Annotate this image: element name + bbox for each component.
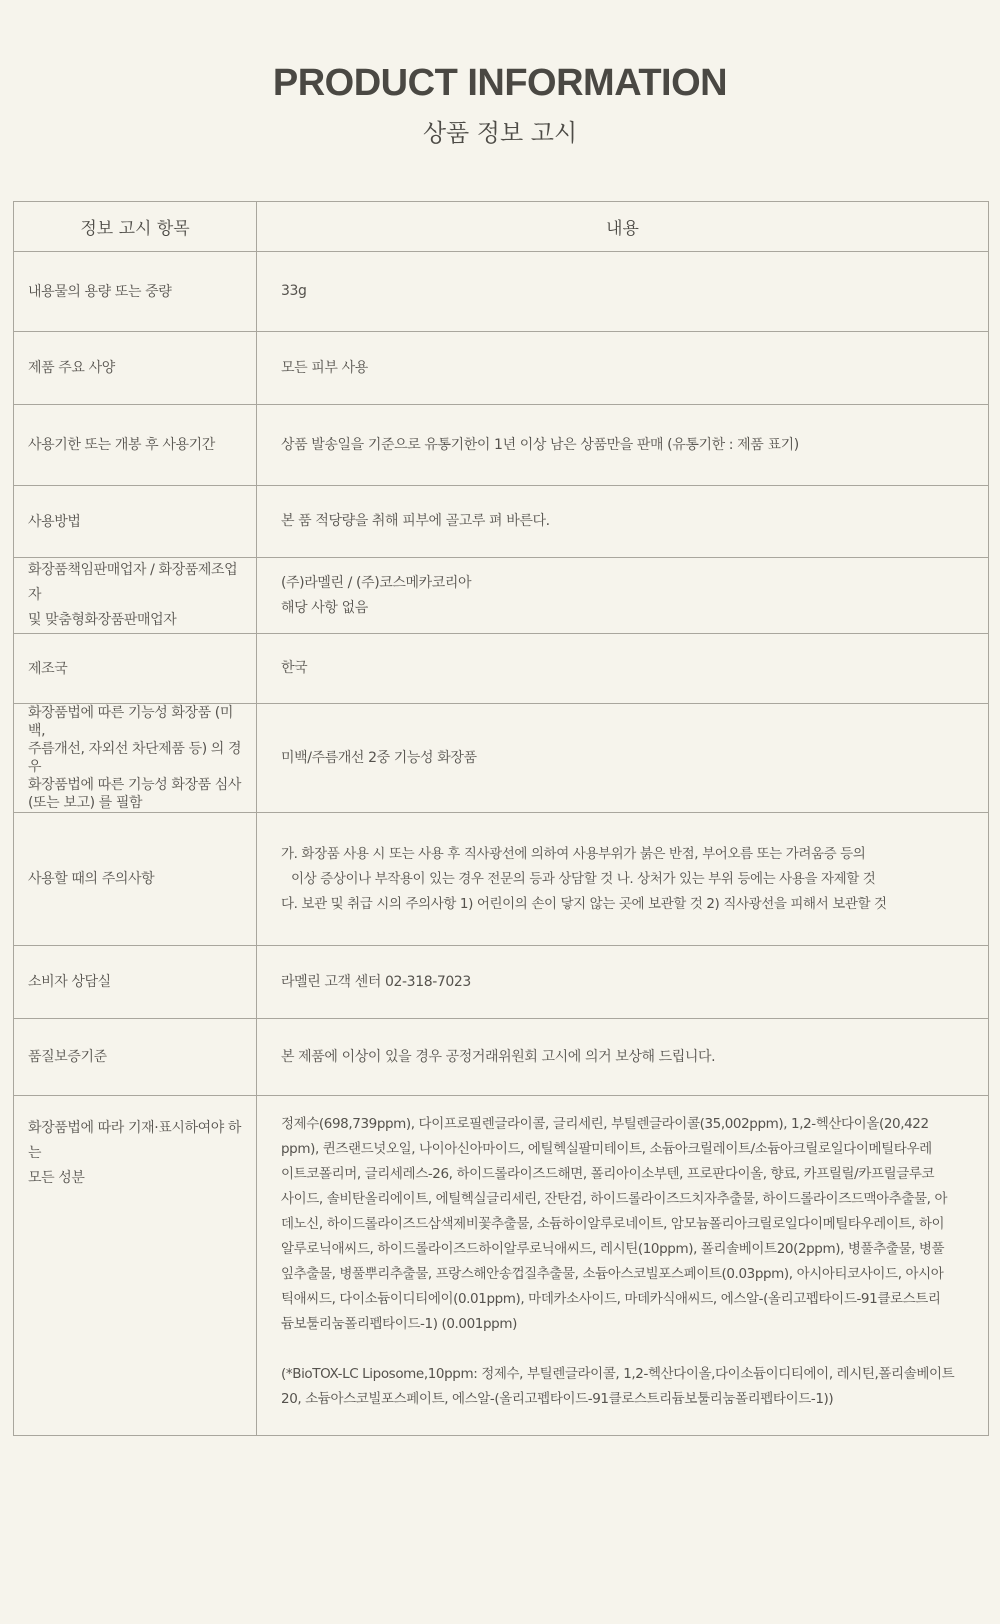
row-value [257, 813, 989, 946]
row-value-line: 알루로닉애씨드, 하이드롤라이즈드하이알루로닉애씨드, 레시틴(10ppm), 폴리솔베이트20(2ppm), 병풀추출물, 병풀 [281, 1241, 945, 1257]
row-label-line: (또는 보고) 를 필함 [28, 795, 143, 811]
row-label-line: 소비자 상담실 [28, 974, 111, 990]
row-value-line: 사이드, 솔비탄올리에이트, 에틸헥실글리세린, 잔탄검, 하이드롤라이즈드치자추출물, 하이드롤라이즈드맥아추출물, 아 [281, 1191, 948, 1207]
row-value-line: 잎추출물, 병풀뿌리추출물, 프랑스해안송껍질추출물, 소듐아스코빌포스페이트(0.03ppm), 아시아티코사이드, 아시아 [281, 1266, 944, 1282]
table-row [14, 405, 989, 486]
table-header-row [14, 202, 989, 252]
row-value-line: 본 품 적당량을 취해 피부에 골고루 펴 바른다. [281, 513, 550, 529]
column-header-label: 정보 고시 항목 [14, 202, 257, 252]
page-subtitle: 상품 정보 고시 [422, 119, 578, 147]
row-value-line: 이트코폴리머, 글리세레스-26, 하이드롤라이즈드해면, 폴리아이소부텐, 프로판다이올, 향료, 카프릴릴/카프릴글루코 [281, 1166, 935, 1182]
row-label [14, 332, 257, 405]
row-label [14, 704, 257, 813]
column-header-value: 내용 [257, 202, 989, 252]
row-value [257, 634, 989, 704]
row-label-line: 화장품법에 따라 기재·표시하여야 하는 [28, 1120, 242, 1161]
table-row [14, 332, 989, 405]
table-row [14, 634, 989, 704]
row-value [257, 1096, 989, 1436]
row-value-line: (주)라멜린 / (주)코스메카코리아 [281, 574, 472, 591]
row-value-line: 가. 화장품 사용 시 또는 사용 후 직사광선에 의하여 사용부위가 붉은 반점, 부어오름 또는 가려움증 등의 [281, 845, 866, 862]
row-value [257, 1019, 989, 1096]
row-label-line: 제조국 [28, 660, 68, 677]
table-row [14, 486, 989, 558]
row-label-line: 주름개선, 자외선 차단제품 등) 의 경우 [28, 741, 242, 775]
row-value [257, 704, 989, 813]
row-value [257, 486, 989, 558]
row-value [257, 405, 989, 486]
row-label [14, 634, 257, 704]
row-value [257, 332, 989, 405]
row-label-line: 사용할 때의 주의사항 [28, 871, 155, 887]
row-label-line: 품질보증기준 [28, 1049, 107, 1065]
row-label-line: 모든 성분 [28, 1170, 85, 1186]
row-label [14, 813, 257, 946]
row-label [14, 558, 257, 634]
table-row [14, 704, 989, 813]
row-value-line: 33g [281, 283, 307, 299]
table-row [14, 813, 989, 946]
table-row [14, 558, 989, 634]
row-value [257, 946, 989, 1019]
row-value-line: 상품 발송일을 기준으로 유통기한이 1년 이상 남은 상품만을 판매 (유통기한 : 제품 표기) [281, 436, 799, 453]
row-value-line: 데노신, 하이드롤라이즈드삼색제비꽃추출물, 소듐하이알루로네이트, 암모늄폴리아크릴로일다이메틸타우레이트, 하이 [281, 1216, 945, 1232]
row-value [257, 252, 989, 332]
row-label-line: 및 맞춤형화장품판매업자 [28, 612, 177, 628]
row-label-line: 화장품법에 따른 기능성 화장품 심사 [28, 777, 242, 793]
row-label [14, 946, 257, 1019]
row-value-line: 라멜린 고객 센터 02-318-7023 [281, 973, 471, 990]
row-value-line: 정제수(698,739ppm), 다이프로필렌글라이콜, 글리세린, 부틸렌글라이콜(35,002ppm), 1,2-헥산다이올(20,422 [281, 1116, 929, 1132]
row-value-line: ppm), 퀸즈랜드넛오일, 나이아신아마이드, 에틸헥실팔미테이트, 소듐아크릴레이트/소듐아크릴로일다이메틸타우레 [281, 1141, 932, 1157]
table-row [14, 252, 989, 332]
row-value-line: 한국 [281, 660, 308, 676]
row-label-line: 사용기한 또는 개봉 후 사용기간 [28, 437, 215, 453]
product-info-table [13, 201, 989, 1436]
row-value-line: 듐보툴리눔폴리펩타이드-1) (0.001ppm) [281, 1316, 517, 1332]
row-label [14, 252, 257, 332]
row-value-line: 다. 보관 및 취급 시의 주의사항 1) 어린이의 손이 닿지 않는 곳에 보관할 것 2) 직사광선을 피해서 보관할 것 [281, 895, 887, 912]
row-label [14, 486, 257, 558]
row-value-line: 해당 사항 없음 [281, 599, 368, 616]
row-value-line: 본 제품에 이상이 있을 경우 공정거래위원회 고시에 의거 보상해 드립니다. [281, 1048, 716, 1065]
row-label-line: 내용물의 용량 또는 중량 [28, 283, 172, 300]
table-row [14, 1019, 989, 1096]
paragraph-gap [281, 1337, 964, 1362]
row-label [14, 1096, 257, 1436]
row-label-line: 화장품법에 따른 기능성 화장품 (미백, [28, 705, 233, 739]
row-value-line: 틱애씨드, 다이소듐이디티에이(0.01ppm), 마데카소사이드, 마데카식애씨드, 에스알-(올리고펩타이드-91클로스트리 [281, 1291, 941, 1307]
row-value-line: 이상 증상이나 부작용이 있는 경우 전문의 등과 상담할 것 나. 상처가 있는 부위 등에는 사용을 자제할 것 [291, 870, 876, 887]
row-label-line: 사용방법 [28, 513, 81, 530]
row-value-line: (*BioTOX-LC Liposome,10ppm: 정제수, 부틸렌글라이콜, 1,2-헥산다이올,다이소듐이디티에이, 레시틴,폴리솔베이트 [281, 1366, 955, 1382]
row-label-line: 화장품책임판매업자 / 화장품제조업자 [28, 562, 238, 603]
row-value [257, 558, 989, 634]
row-value-line: 모든 피부 사용 [281, 359, 368, 376]
row-value-line: 20, 소듐아스코빌포스페이트, 에스알-(올리고펩타이드-91클로스트리듐보툴리눔폴리펩타이드-1)) [281, 1391, 834, 1407]
table-row [14, 1096, 989, 1436]
row-label [14, 405, 257, 486]
table-row [14, 946, 989, 1019]
page-title: PRODUCT INFORMATION [272, 62, 728, 104]
row-value-line: 미백/주름개선 2중 기능성 화장품 [281, 749, 477, 766]
row-label [14, 1019, 257, 1096]
row-label-line: 제품 주요 사양 [28, 360, 115, 376]
